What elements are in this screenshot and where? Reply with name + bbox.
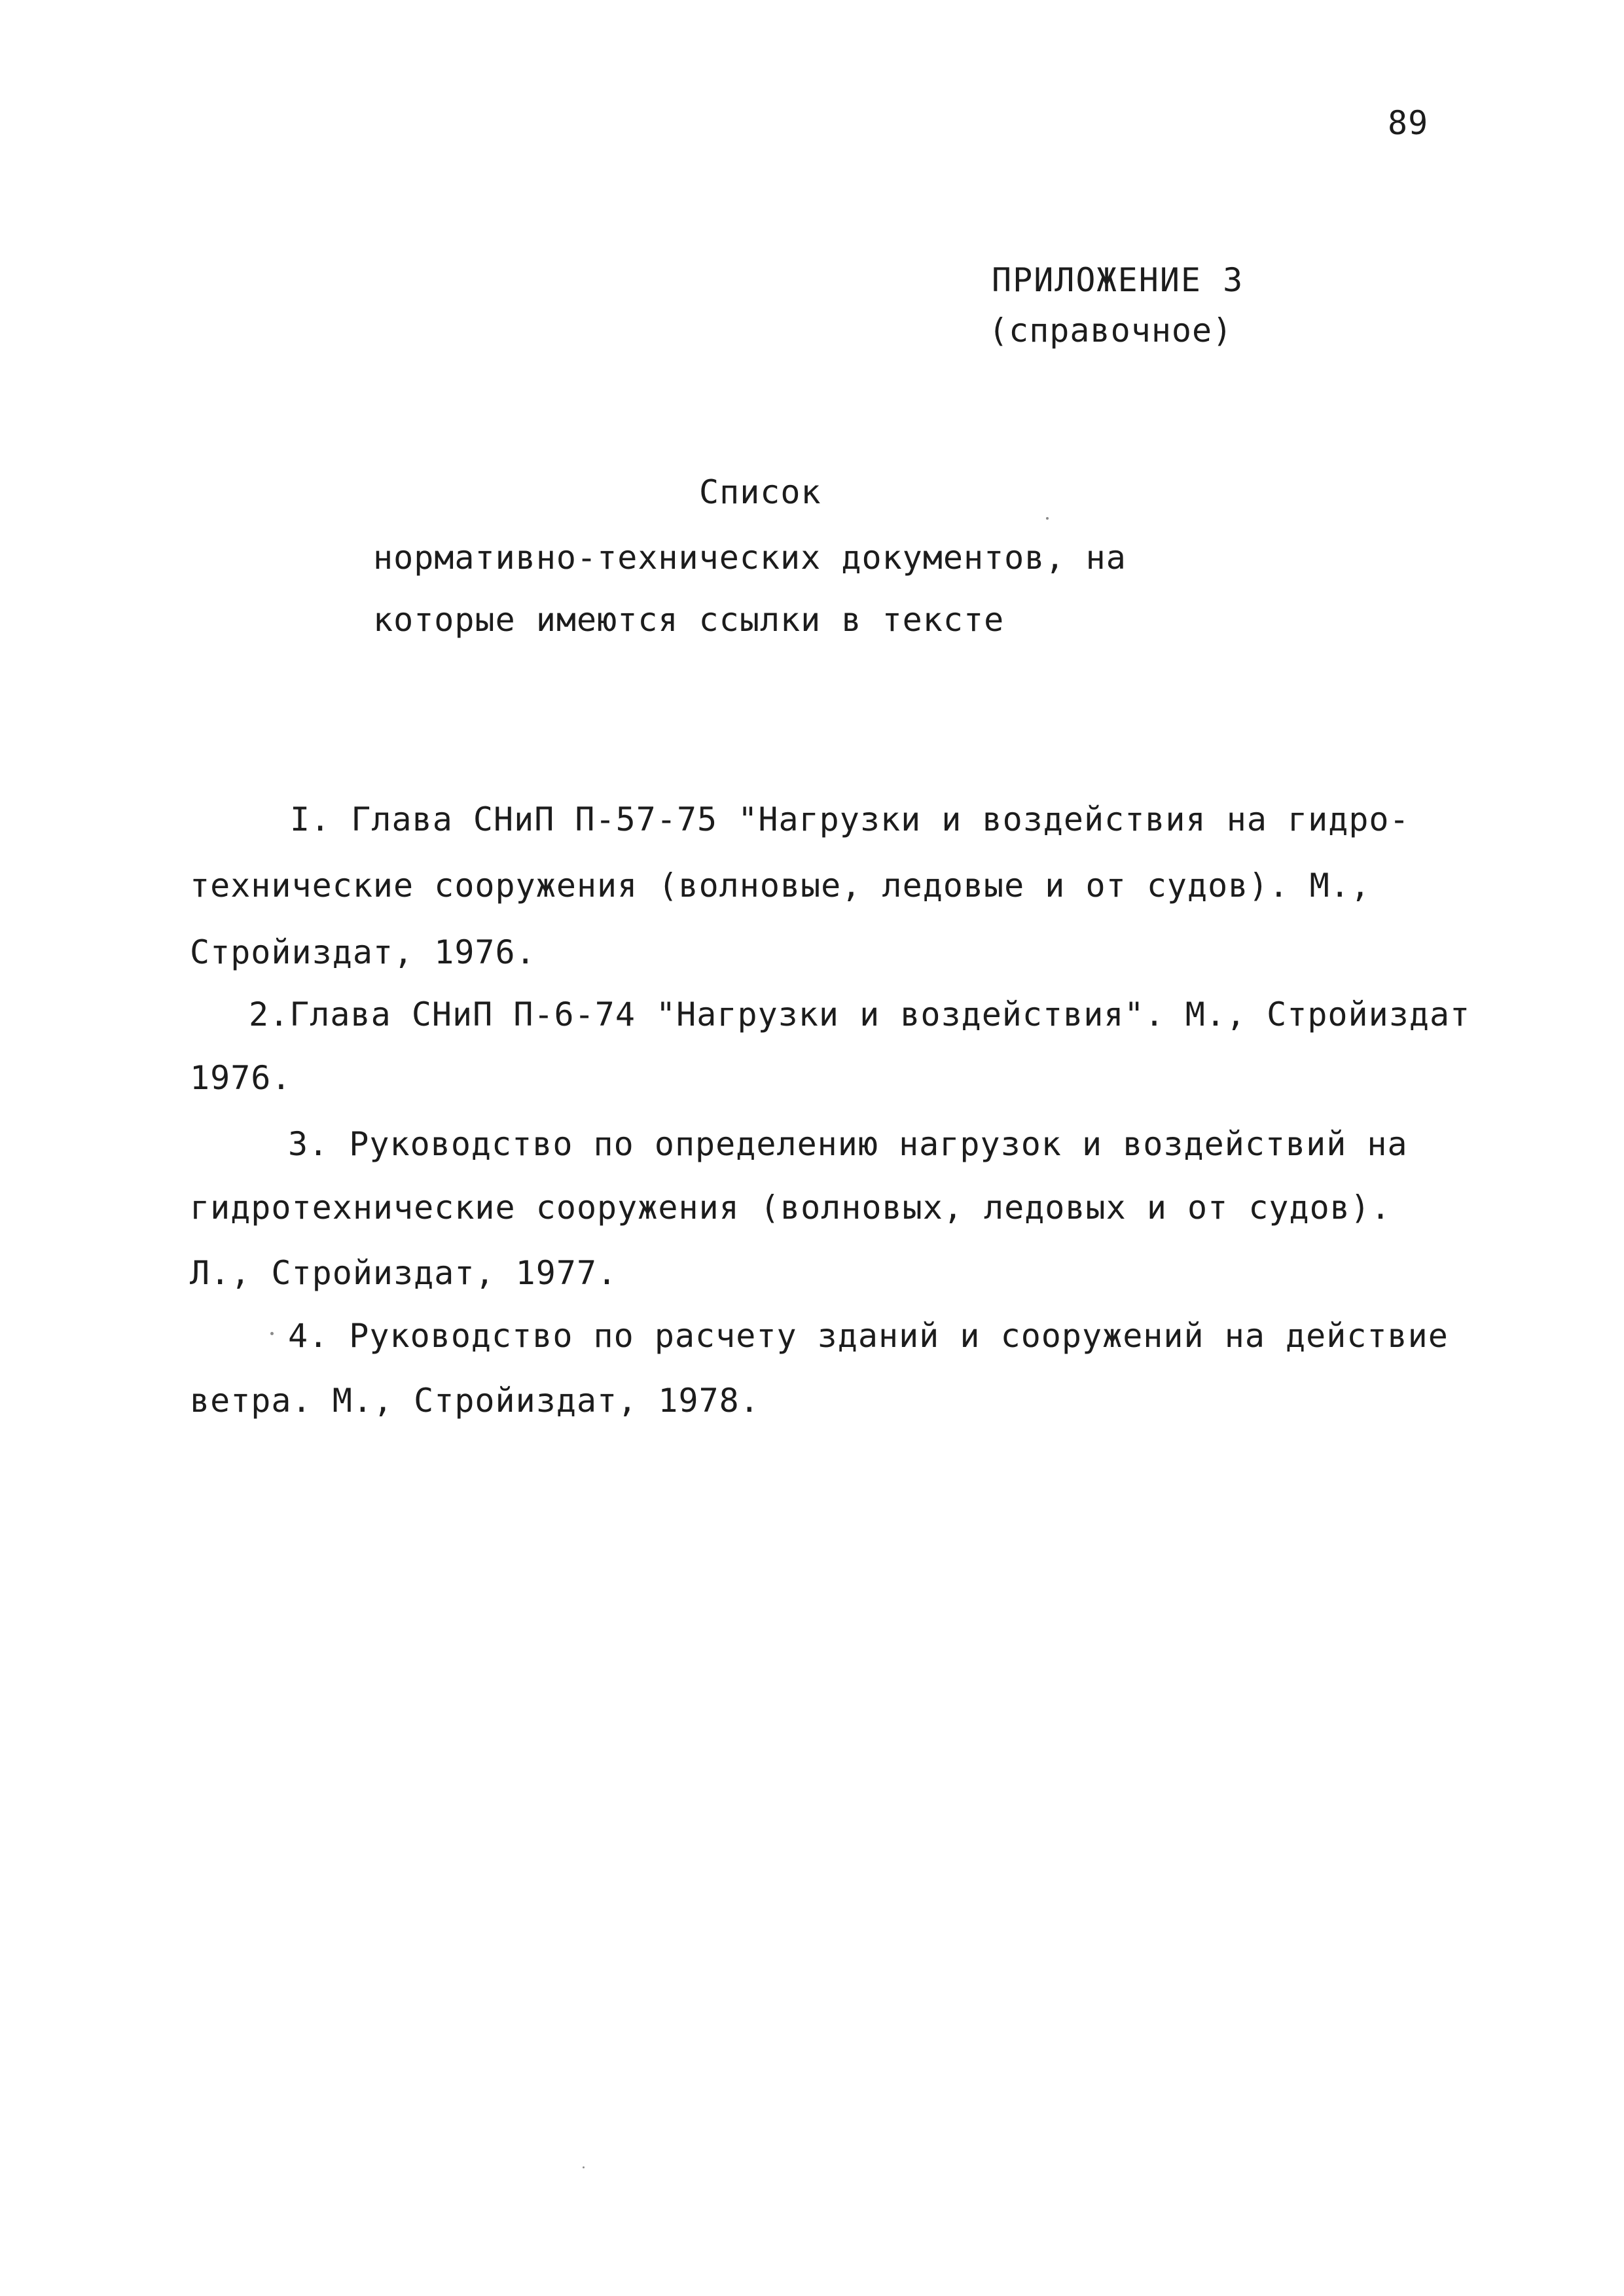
- reference-line: Л., Стройиздат, 1977.: [190, 1254, 618, 1292]
- reference-line: Стройиздат, 1976.: [190, 933, 536, 971]
- reference-line: 1976.: [190, 1059, 292, 1097]
- list-subtitle-line-1: нормативно-технических документов, на: [373, 539, 1127, 577]
- scan-speck: [270, 1332, 274, 1335]
- reference-line: I. Глава СНиП П-57-75 "Нагрузки и воздействия на гидро-: [290, 800, 1410, 838]
- reference-line: технические сооружения (волновые, ледовые и от судов). М.,: [190, 867, 1371, 905]
- reference-line: ветра. М., Стройиздат, 1978.: [190, 1382, 760, 1420]
- scan-speck: [1046, 517, 1049, 520]
- reference-line: гидротехнические сооружения (волновых, ледовых и от судов).: [190, 1189, 1392, 1227]
- reference-line: 3. Руководство по определению нагрузок и воздействий на: [288, 1125, 1408, 1163]
- scan-speck: [583, 2166, 585, 2168]
- reference-line: 4. Руководство по расчету зданий и сооружений на действие: [288, 1317, 1449, 1355]
- reference-line: 2.Глава СНиП П-6-74 "Нагрузки и воздействия". М., Стройиздат: [249, 996, 1471, 1033]
- appendix-title: ПРИЛОЖЕНИЕ 3: [992, 261, 1244, 299]
- list-title: Список: [699, 473, 821, 511]
- appendix-subtitle: (справочное): [988, 312, 1233, 350]
- list-subtitle-line-2: которые имеются ссылки в тексте: [373, 601, 1005, 639]
- page-number: 89: [1388, 104, 1429, 142]
